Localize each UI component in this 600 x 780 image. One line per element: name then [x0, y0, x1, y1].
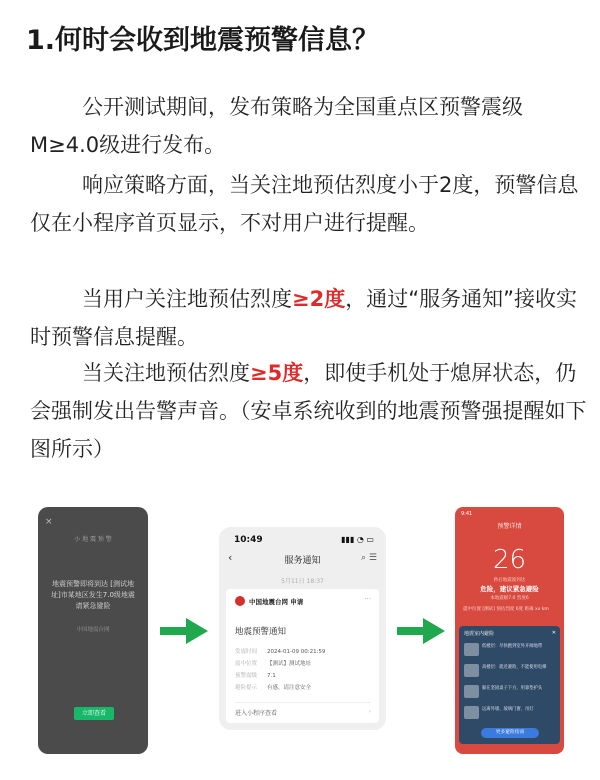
alert-source: 中国地震台网 — [76, 627, 110, 633]
nav-title: 服务通知 — [284, 556, 321, 566]
more-icon[interactable]: ··· — [364, 595, 371, 603]
seismic-logo-icon — [235, 596, 245, 606]
quake-info: 本地震级7.0 烈度6 — [490, 596, 529, 601]
list-item[interactable]: 高楼层：就近避险，不能使用电梯 — [464, 663, 556, 679]
arrow-right-icon — [397, 618, 445, 644]
panel-header — [464, 630, 556, 637]
app-header: 小 地 震 预 警 — [74, 536, 112, 543]
notification-card[interactable] — [226, 589, 379, 723]
paragraph-response-strategy — [30, 166, 590, 242]
paragraph-forced-alert — [30, 354, 590, 468]
countdown-number: 26 — [492, 545, 527, 575]
quake-details: 震中位置 [测试] 预估烈度 6度 距离 xx km — [463, 607, 549, 612]
safety-guide-panel — [459, 626, 560, 744]
phone-service-notification — [219, 527, 386, 730]
list-item[interactable]: 躲在坚固桌子下方，用靠垫护头 — [464, 684, 556, 700]
phone-alert-detail — [455, 507, 564, 754]
guide-thumbnail — [464, 643, 479, 656]
paragraph-text: 当用户关注地预估烈度 — [82, 287, 292, 311]
paragraph-text: ，即使手机处于熄屏状态，仍会强制发出告警声音。（安卓系统收到的地震预警强提醒如下图所示） — [30, 361, 587, 461]
notification-title: 地震预警通知 — [235, 627, 287, 637]
view-button[interactable]: 立即查看 — [74, 707, 114, 720]
list-item[interactable]: 低楼层：尽快跑到室外开阔地带 — [464, 642, 556, 658]
status-time: 9:41 — [461, 511, 473, 517]
list-item[interactable]: 远离外墙、玻璃门窗、吊灯 — [464, 705, 556, 721]
phone-lockscreen-alert — [38, 507, 148, 754]
detail-row: 避险提示 有感，请注意安全 — [235, 685, 312, 691]
paragraph-text: 当关注地预估烈度 — [82, 361, 250, 385]
menu-icon[interactable]: ⌕ ☰ — [361, 553, 377, 563]
countdown-caption: 秒后地震波到达 — [493, 578, 526, 583]
detail-row: 震中位置 【测试】测试地址 — [235, 661, 312, 667]
highlight-intensity-2: ≥2度 — [292, 287, 346, 311]
status-time: 10:49 — [234, 535, 263, 545]
alert-message: 地震预警即将到达 [测试地址]市某地区发生7.0级地震 请紧急避险 — [51, 580, 135, 610]
status-icons: ▮▮▮ ◔ ▭ — [341, 535, 374, 544]
guide-thumbnail — [464, 706, 479, 719]
page-title: 1.何时会收到地震预警信息？ — [26, 25, 380, 56]
guide-thumbnail — [464, 664, 479, 677]
detail-row: 预警震级 7.1 — [235, 673, 276, 679]
chevron-right-icon: › — [368, 708, 371, 715]
arrow-right-icon — [160, 618, 208, 644]
open-miniprogram-link[interactable]: 进入小程序查看 › — [235, 702, 371, 717]
panel-title: 地震室内避险 — [464, 631, 495, 637]
paragraph-service-notice — [30, 280, 590, 356]
guide-thumbnail — [464, 685, 479, 698]
close-icon[interactable]: × — [45, 517, 53, 527]
notification-details — [235, 647, 375, 695]
detail-row: 发震时间 2024-01-09 00:21:59 — [235, 649, 326, 655]
paragraph-text: ，通过“服务通知”接收实时预警信息提醒。 — [30, 287, 577, 349]
message-date: 5月11日 18:37 — [281, 578, 324, 585]
back-icon[interactable]: ‹ — [228, 551, 233, 564]
highlight-intensity-5: ≥5度 — [250, 361, 304, 385]
paragraph-release-strategy — [30, 88, 590, 164]
paragraph-text: 响应策略方面，当关注地预估烈度小于2度，预警信息仅在小程序首页显示，不对用户进行提醒。 — [30, 173, 579, 235]
notification-source: 中国地震台网 申请 — [249, 598, 304, 606]
close-icon[interactable]: ✕ — [551, 630, 556, 636]
more-guide-button[interactable]: 更多避险指南 — [481, 728, 539, 738]
danger-message: 危险，建议紧急避险 — [480, 585, 539, 593]
paragraph-text: 公开测试期间，发布策略为全国重点区预警震级M≥4.0级进行发布。 — [30, 95, 523, 157]
nav-title: 预警详情 — [497, 523, 522, 530]
